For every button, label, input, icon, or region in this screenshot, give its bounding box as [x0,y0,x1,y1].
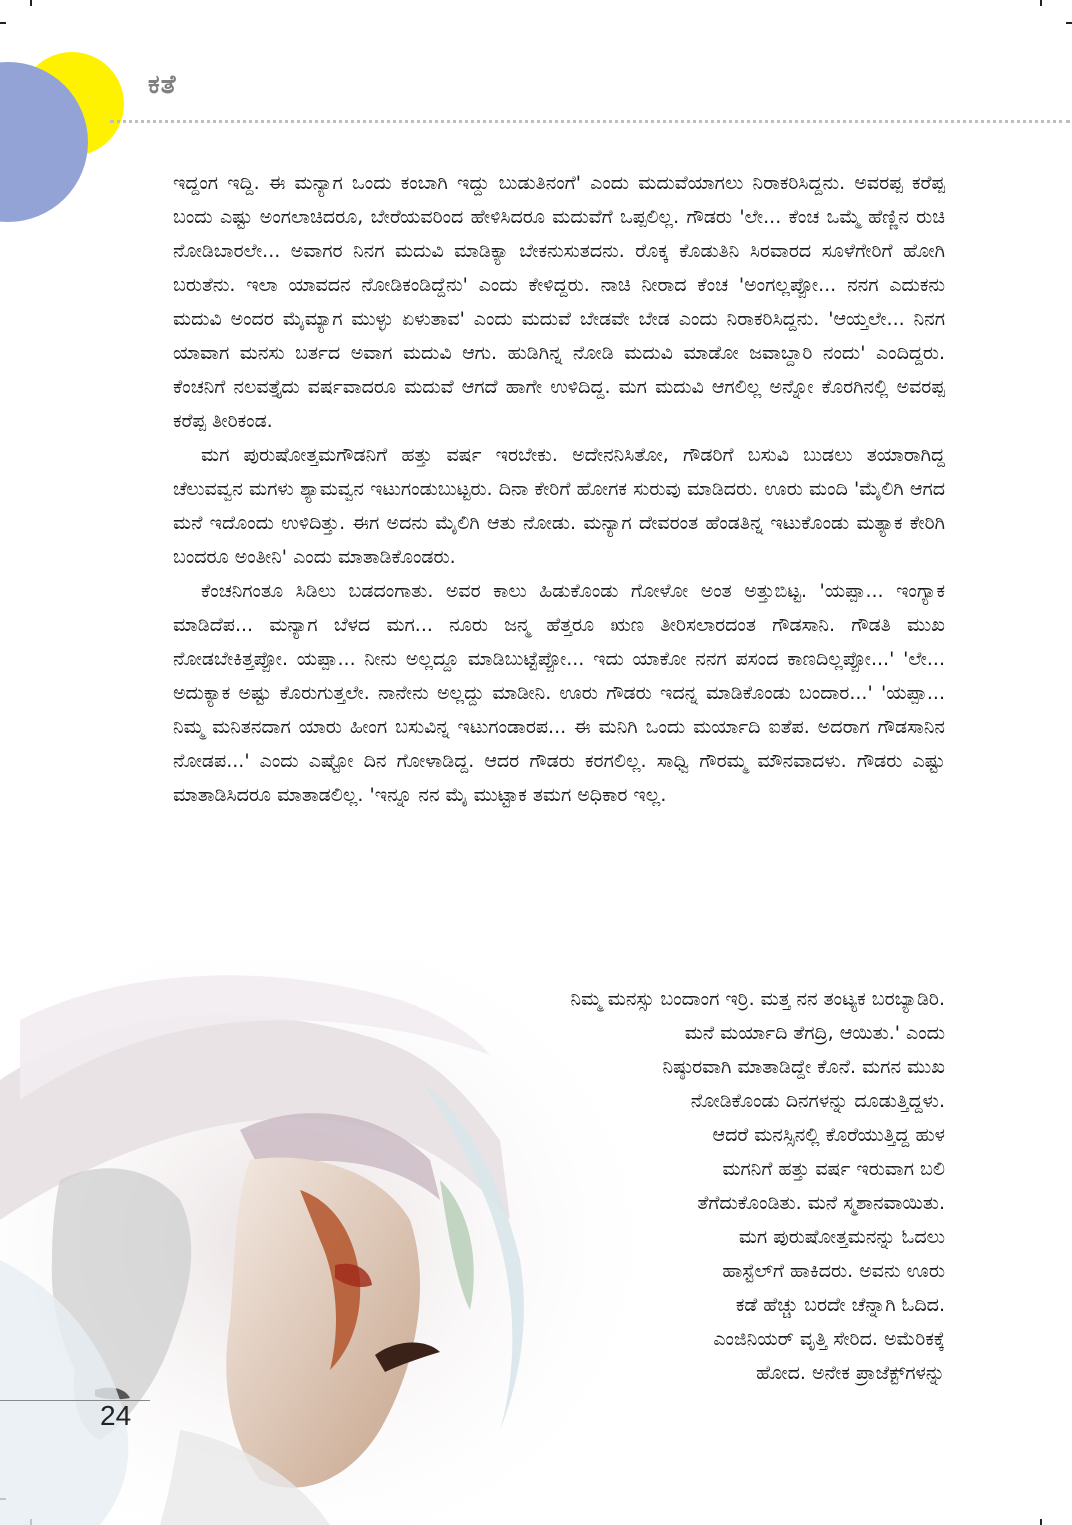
page-number: 24 [100,1400,132,1431]
wrapped-line: ಎಂಜಿನಿಯರ್ ವೃತ್ತಿ ಸೇರಿದ. ಅಮೆರಿಕಕ್ಕೆ [713,1328,945,1350]
wrapped-text-block [380,982,945,1390]
crop-mark [1040,1519,1042,1525]
paragraph: ಕೆಂಚನಿಗಂತೂ ಸಿಡಿಲು ಬಡದಂಗಾತು. ಅವರ ಕಾಲು ಹಿಡುಕೊಂಡು ಗೋಳೋ ಅಂತ ಅತ್ತುಬಿಟ್ಟ. 'ಯಪ್ಪಾ... ಇಂಗ್ಯಾಕ ಮಾಡಿದೆಪ... ಮನ್ಯಾಗ ಬೆಳದ ಮಗ... ನೂರು ಜನ್ಮ ಹೆತ್ತರೂ ಋಣ ತೀರಿಸಲಾರದಂತ ಗೌಡಸಾನಿ. ಗೌಡತಿ ಮುಖ ನೋಡಬೇಕಿತ್ತಪ್ಪೋ. ಯಪ್ಪಾ... ನೀನು ಅಲ್ಲದ್ದೂ ಮಾಡಿಬುಟ್ಟೆಪ್ಪೋ... ಇದು ಯಾಕೋ ನನಗ ಪಸಂದ ಕಾಣದಿಲ್ಲಪ್ಪೋ...' 'ಲೇ... ಅದುಕ್ಯಾಕ ಅಷ್ಟು ಕೊರುಗುತ್ತಲೇ. ನಾನೇನು ಅಲ್ಲದ್ದು ಮಾಡೀನಿ. ಊರು ಗೌಡರು ಇದನ್ನ ಮಾಡಿಕೊಂಡು ಬಂದಾರ...' 'ಯಪ್ಪಾ... ನಿಮ್ಮ ಮನಿತನದಾಗ ಯಾರು ಹೀಂಗ ಬಸುವಿನ್ನ ಇಟುಗಂಡಾರಪ... ಈ ಮನಿಗಿ ಒಂದು ಮರ್ಯಾದಿ ಐತೆಪ. ಅದರಾಗ ಗೌಡಸಾನಿನ ನೋಡಪ...' ಎಂದು ಎಷ್ಟೋ ದಿನ ಗೋಳಾಡಿದ್ದ. ಆದರ ಗೌಡರು ಕರಗಲಿಲ್ಲ. ಸಾಧ್ವಿ ಗೌರಮ್ಮ ಮೌನವಾದಳು. ಗೌಡರು ಎಷ್ಟು ಮಾತಾಡಿಸಿದರೂ ಮಾತಾಡಲಿಲ್ಲ. 'ಇನ್ನೂ ನನ ಮೈ ಮುಟ್ಟಾಕ ತಮಗ ಅಧಿಕಾರ ಇಲ್ಲ. [173,580,945,806]
paragraph: ಮಗ ಪುರುಷೋತ್ತಮಗೌಡನಿಗೆ ಹತ್ತು ವರ್ಷ ಇರಬೇಕು. ಅದೇನನಿಸಿತೋ, ಗೌಡರಿಗೆ ಬಸುವಿ ಬುಡಲು ತಯಾರಾಗಿದ್ದ ಚೆಲುವವ್ವನ ಮಗಳು ಶ್ಯಾಮವ್ವನ ಇಟುಗಂಡುಬುಟ್ಟರು. ದಿನಾ ಕೇರಿಗೆ ಹೋಗಕ ಸುರುವು ಮಾಡಿದರು. ಊರು ಮಂದಿ 'ಮೈಲಿಗಿ ಆಗದ ಮನೆ ಇದೊಂದು ಉಳಿದಿತ್ತು. ಈಗ ಅದನು ಮೈಲಿಗಿ ಆತು ನೋಡು. ಮನ್ಯಾಗ ದೇವರಂತ ಹೆಂಡತಿನ್ನ ಇಟುಕೊಂಡು ಮತ್ಯಾಕ ಕೇರಿಗಿ ಬಂದರೂ ಅಂತೀನಿ' ಎಂದು ಮಾತಾಡಿಕೊಂಡರು. [173,444,945,568]
wrapped-line: ತೆಗೆದುಕೊಂಡಿತು. ಮನೆ ಸ್ಮಶಾನವಾಯಿತು. [697,1192,945,1214]
crop-mark [0,22,6,24]
wrapped-line: ನೋಡಿಕೊಂಡು ದಿನಗಳನ್ನು ದೂಡುತ್ತಿದ್ದಳು. [690,1090,945,1112]
wrapped-line: ಮಗನಿಗೆ ಹತ್ತು ವರ್ಷ ಇರುವಾಗ ಬಲಿ [722,1158,945,1180]
crop-mark [1066,22,1072,24]
crop-mark [30,0,32,6]
paragraph: ಇದ್ದಂಗ ಇದ್ದಿ. ಈ ಮನ್ಯಾಗ ಒಂದು ಕಂಬಾಗಿ ಇದ್ದು ಬುಡುತಿನಂಗೆ' ಎಂದು ಮದುವೆಯಾಗಲು ನಿರಾಕರಿಸಿದ್ದನು. ಅವರಪ್ಪ ಕರೆಪ್ಪ ಬಂದು ಎಷ್ಟು ಅಂಗಲಾಚಿದರೂ, ಬೇರೆಯವರಿಂದ ಹೇಳಿಸಿದರೂ ಮದುವೆಗೆ ಒಪ್ಪಲಿಲ್ಲ. ಗೌಡರು 'ಲೇ... ಕೆಂಚ ಒಮ್ಮೆ ಹೆಣ್ಣಿನ ರುಚಿ ನೋಡಿಬಾರಲೇ... ಅವಾಗರ ನಿನಗ ಮದುವಿ ಮಾಡಿಕ್ಯಾ ಬೇಕನುಸುತದನು. ರೊಕ್ಕ ಕೊಡುತಿನಿ ಸಿರವಾರದ ಸೂಳೆಗೇರಿಗೆ ಹೋಗಿ ಬರುತೆನು. ಇಲಾ ಯಾವದನ ನೋಡಿಕಂಡಿದ್ದೆನು' ಎಂದು ಕೇಳಿದ್ದರು. ನಾಚಿ ನೀರಾದ ಕೆಂಚ 'ಅಂಗಲ್ಲಪ್ಪೋ... ನನಗ ಎದುಕನು ಮದುವಿ ಅಂದರ ಮೈಮ್ಯಾಗ ಮುಳ್ಳು ಏಳುತಾವ' ಎಂದು ಮದುವೆ ಬೇಡವೇ ಬೇಡ ಎಂದು ನಿರಾಕರಿಸಿದ್ದನು. 'ಆಯ್ತಲೇ... ನಿನಗ ಯಾವಾಗ ಮನಸು ಬರ್ತದ ಅವಾಗ ಮದುವಿ ಆಗು. ಹುಡಿಗಿನ್ನ ನೋಡಿ ಮದುವಿ ಮಾಡೋ ಜವಾಬ್ದಾರಿ ನಂದು' ಎಂದಿದ್ದರು. ಕೆಂಚನಿಗೆ ನಲವತ್ತೈದು ವರ್ಷವಾದರೂ ಮದುವೆ ಆಗದೆ ಹಾಗೇ ಉಳಿದಿದ್ದ. ಮಗ ಮದುವಿ ಆಗಲಿಲ್ಲ ಅನ್ನೋ ಕೊರಗಿನಲ್ಲಿ ಅವರಪ್ಪ ಕರೆಪ್ಪ ತೀರಿಕಂಡ. [173,172,945,432]
wrapped-line: ಕಡೆ ಹೆಚ್ಚು ಬರದೇ ಚೆನ್ನಾಗಿ ಓದಿದ. [735,1294,945,1316]
wrapped-line: ಮನೆ ಮರ್ಯಾದಿ ತೆಗದ್ರಿ, ಆಯಿತು.' ಎಂದು [684,1022,945,1044]
crop-mark [1040,0,1042,6]
wrapped-line: ಆದರೆ ಮನಸ್ಸಿನಲ್ಲಿ ಕೊರೆಯುತ್ತಿದ್ದ ಹುಳ [712,1124,945,1146]
section-label: ಕತೆ [148,70,177,100]
wrapped-line: ನಿಮ್ಮ ಮನಸ್ಸು ಬಂದಾಂಗ ಇರ್ರಿ. ಮತ್ತ ನನ ತಂಟ್ಯಕ ಬರಬ್ಯಾಡಿರಿ. [570,988,945,1010]
article-body [173,166,945,812]
wrapped-line: ಹೋದ. ಅನೇಕ ಪ್ರಾಜೆಕ್ಟ್‌ಗಳನ್ನು [756,1362,945,1384]
dotted-divider [110,120,1070,123]
wrapped-line: ಹಾಸ್ಟೆಲ್‌ಗೆ ಹಾಕಿದರು. ಅವನು ಊರು [722,1260,945,1282]
wrapped-line: ಮಗ ಪುರುಷೋತ್ತಮನನ್ನು ಓದಲು [738,1226,945,1248]
wrapped-line: ನಿಷ್ಠುರವಾಗಿ ಮಾತಾಡಿದ್ದೇ ಕೊನೆ. ಮಗನ ಮುಖ [662,1056,945,1078]
